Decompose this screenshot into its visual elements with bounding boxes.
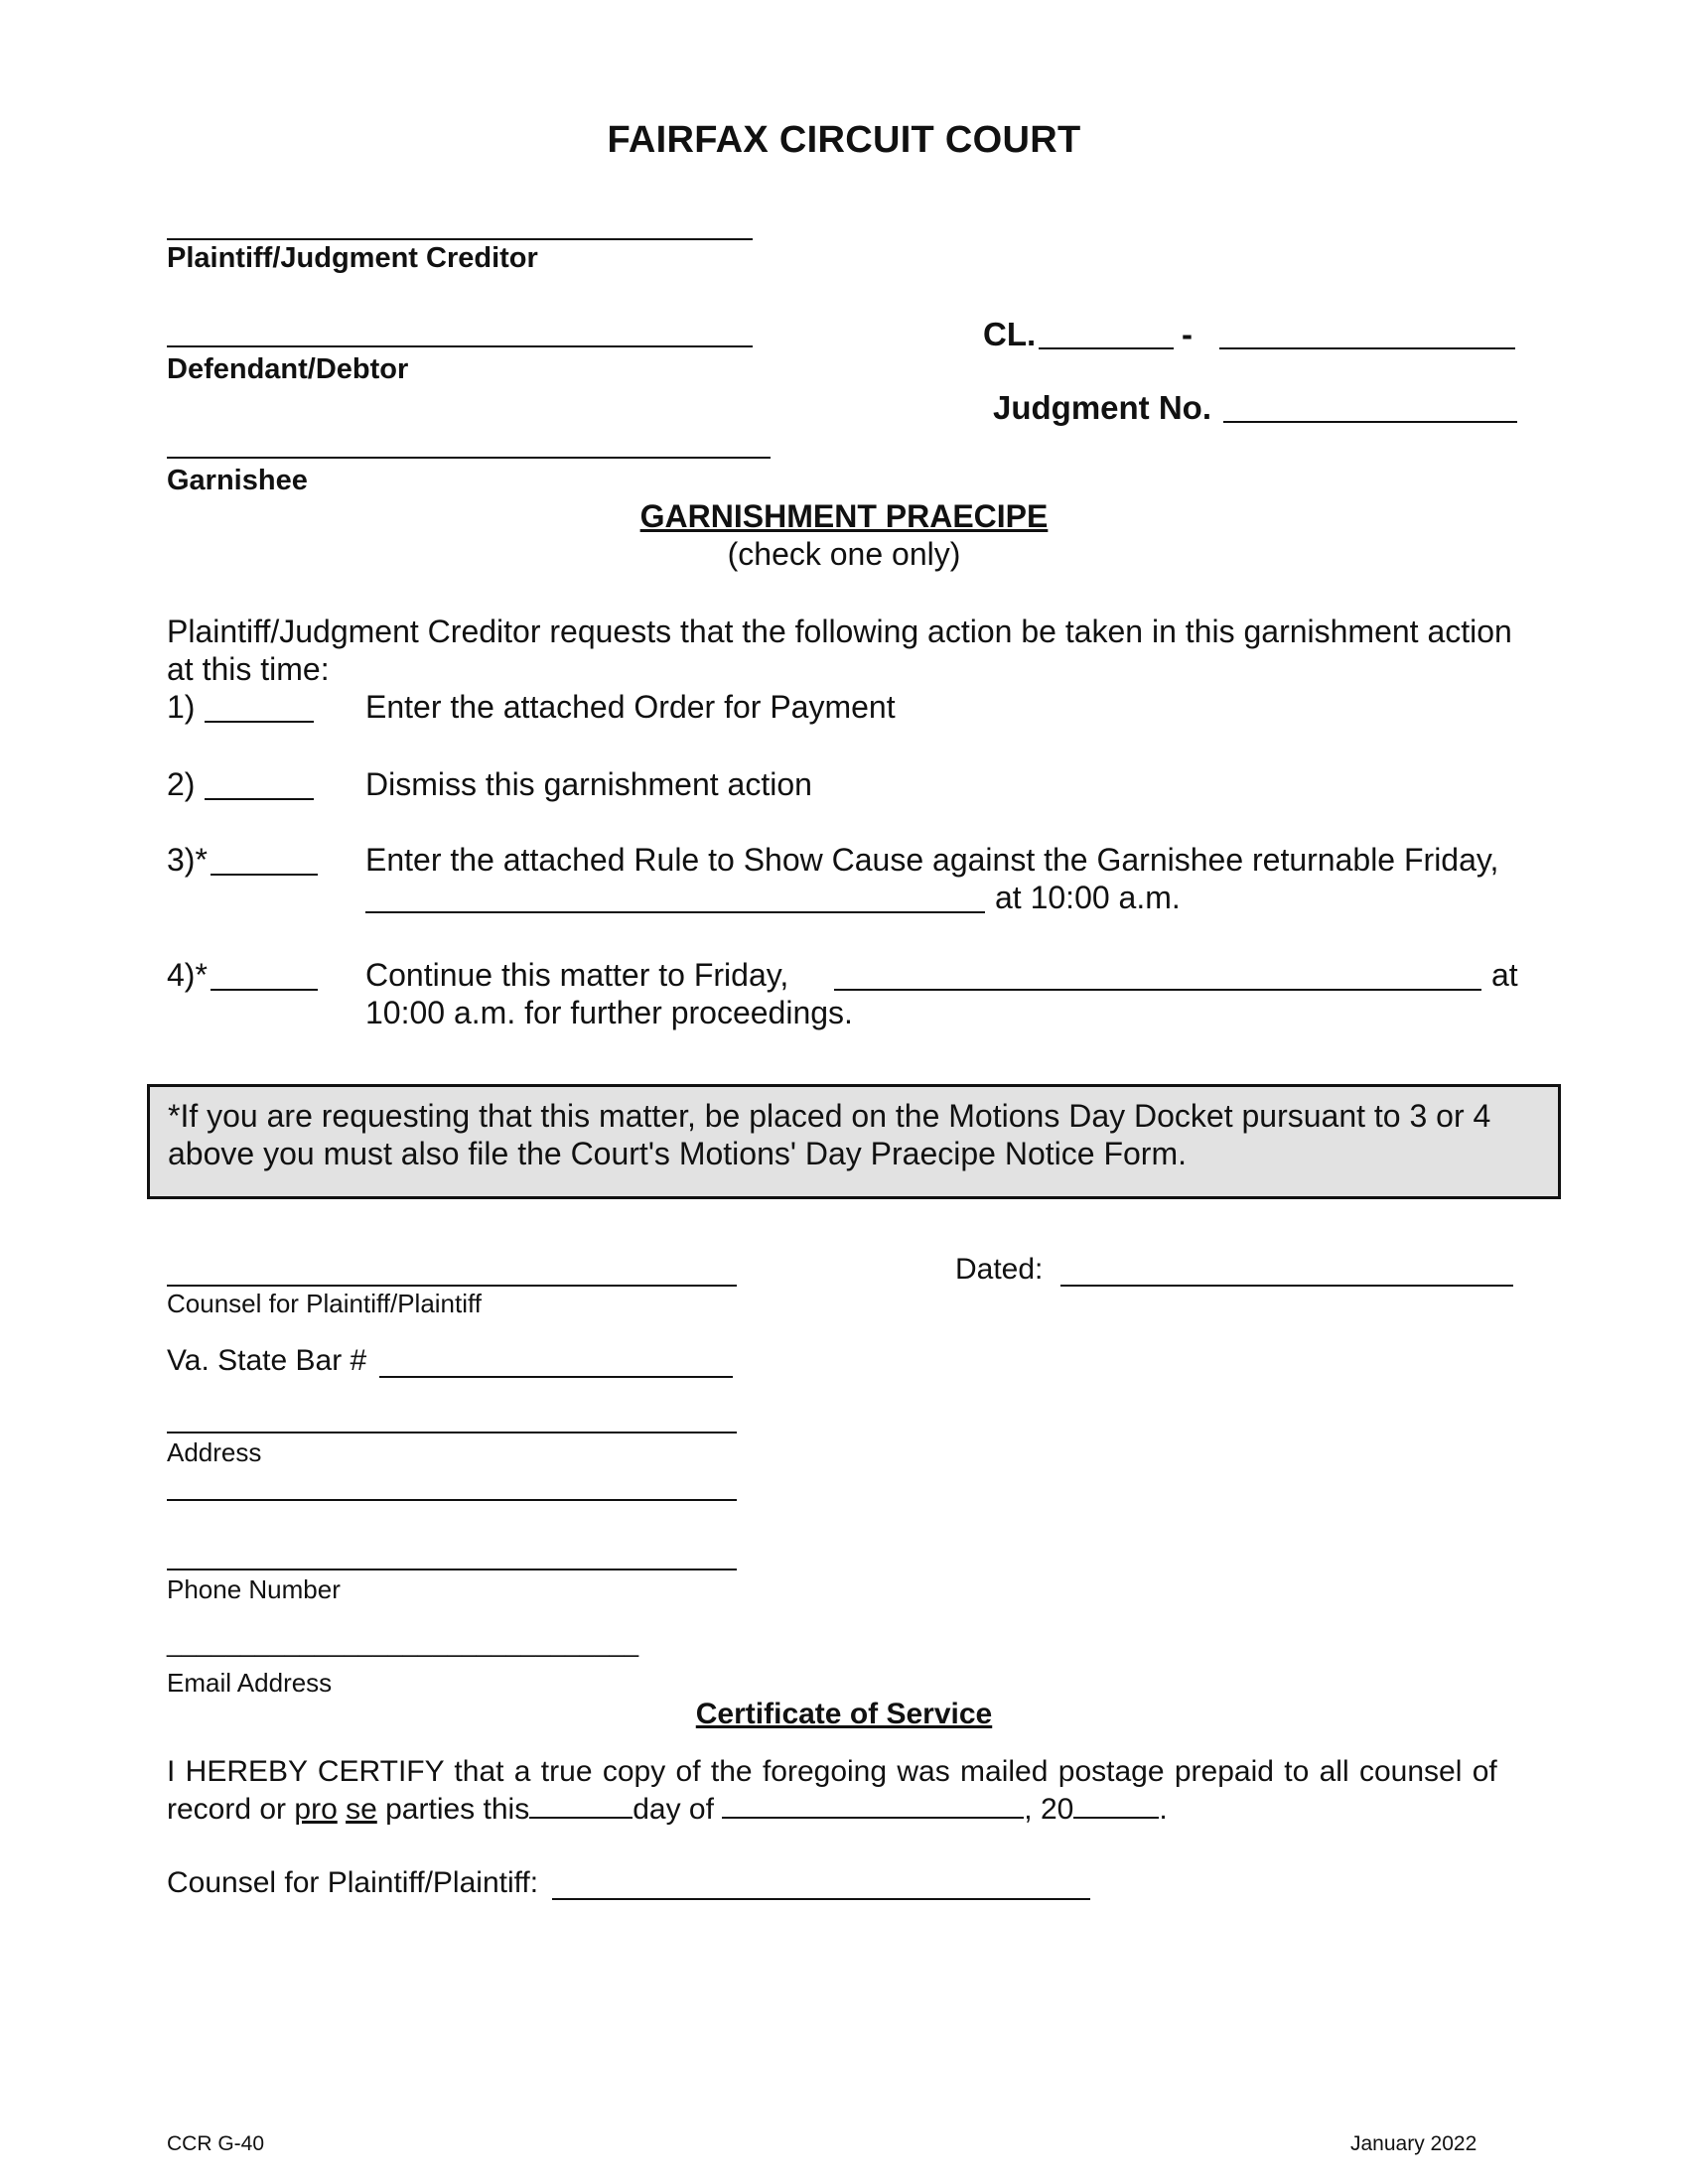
cl-suffix-field[interactable] xyxy=(1219,347,1515,349)
option-3-text: Enter the attached Rule to Show Cause against the Garnishee returnable Friday, xyxy=(365,842,1499,878)
cert-counsel-label: Counsel for Plaintiff/Plaintiff: xyxy=(167,1866,539,1899)
intro-text-line1: Plaintiff/Judgment Creditor requests that the following action be taken in this garnishment action xyxy=(167,614,1512,649)
email-underscore-line[interactable]: ________________________________ xyxy=(167,1628,639,1658)
plaintiff-label: Plaintiff/Judgment Creditor xyxy=(167,242,538,274)
garnishee-label: Garnishee xyxy=(167,465,308,496)
cert-text-d: , 20 xyxy=(1024,1793,1074,1826)
option-4-number: 4)* xyxy=(167,957,208,993)
option-2-checkbox-line[interactable] xyxy=(205,798,314,800)
cl-label: CL. xyxy=(983,316,1037,352)
bar-number-field[interactable] xyxy=(379,1376,733,1378)
motions-day-notice-box xyxy=(147,1084,1561,1199)
cert-text-se: se xyxy=(346,1793,377,1826)
cert-counsel-signature-field[interactable] xyxy=(552,1898,1090,1900)
certificate-line-2 xyxy=(167,1791,1168,1827)
option-3-number: 3)* xyxy=(167,842,208,878)
cert-day-field[interactable] xyxy=(529,1791,633,1819)
option-4-text-at: at xyxy=(1491,957,1518,993)
garnishee-line[interactable] xyxy=(167,457,771,459)
cert-text-a: record or xyxy=(167,1793,287,1826)
option-2-number: 2) xyxy=(167,766,196,802)
court-title: FAIRFAX CIRCUIT COURT xyxy=(607,119,1081,161)
bar-label: Va. State Bar # xyxy=(167,1344,367,1377)
certificate-line-1: I HEREBY CERTIFY that a true copy of the foregoing was mailed postage prepaid to all counsel of xyxy=(167,1755,1497,1788)
option-3-text-time: at 10:00 a.m. xyxy=(995,880,1181,915)
option-3-date-field[interactable] xyxy=(365,911,985,913)
address-label: Address xyxy=(167,1437,262,1467)
option-4-text: Continue this matter to Friday, xyxy=(365,957,789,993)
option-4-text-continued: 10:00 a.m. for further proceedings. xyxy=(365,995,853,1030)
option-1-number: 1) xyxy=(167,689,196,725)
notice-line-2: above you must also file the Court's Motions' Day Praecipe Notice Form. xyxy=(168,1136,1187,1171)
notice-line-1: *If you are requesting that this matter, be placed on the Motions Day Docket pursuant to 3 or 4 xyxy=(168,1098,1491,1134)
praecipe-subtitle: (check one only) xyxy=(727,536,961,572)
phone-label: Phone Number xyxy=(167,1574,341,1604)
counsel-label: Counsel for Plaintiff/Plaintiff xyxy=(167,1289,482,1318)
cert-text-b: parties this xyxy=(385,1793,530,1826)
option-4-date-field[interactable] xyxy=(834,989,1481,991)
option-4-checkbox-line[interactable] xyxy=(211,989,318,991)
address-line-2[interactable] xyxy=(167,1499,737,1501)
cert-text-e: . xyxy=(1159,1793,1168,1826)
dated-field[interactable] xyxy=(1060,1285,1513,1287)
counsel-signature-line[interactable] xyxy=(167,1285,737,1287)
plaintiff-signature-line[interactable] xyxy=(167,238,753,240)
form-date: January 2022 xyxy=(1350,2132,1477,2155)
dated-label: Dated: xyxy=(955,1253,1044,1286)
praecipe-title: GARNISHMENT PRAECIPE xyxy=(639,498,1049,534)
option-1-checkbox-line[interactable] xyxy=(205,721,314,723)
cert-text-c: day of xyxy=(633,1793,714,1826)
phone-line[interactable] xyxy=(167,1569,737,1570)
address-line-1[interactable] xyxy=(167,1432,737,1433)
cl-number-field[interactable] xyxy=(1039,347,1174,349)
defendant-label: Defendant/Debtor xyxy=(167,353,409,385)
cert-year-field[interactable] xyxy=(1073,1791,1159,1819)
email-label: Email Address xyxy=(167,1668,333,1698)
judgment-number-field[interactable] xyxy=(1223,421,1517,423)
defendant-line[interactable] xyxy=(167,345,753,347)
form-id: CCR G-40 xyxy=(167,2132,265,2155)
notice-text xyxy=(168,1097,1544,1172)
cert-text-pro: pro xyxy=(294,1793,338,1826)
certificate-title: Certificate of Service xyxy=(695,1698,993,1730)
judgment-label: Judgment No. xyxy=(993,389,1211,426)
option-1-text: Enter the attached Order for Payment xyxy=(365,689,896,725)
intro-text-line2: at this time: xyxy=(167,651,330,687)
cl-separator: - xyxy=(1182,316,1193,352)
option-3-checkbox-line[interactable] xyxy=(211,874,318,876)
option-2-text: Dismiss this garnishment action xyxy=(365,766,812,802)
cert-month-field[interactable] xyxy=(722,1791,1024,1819)
